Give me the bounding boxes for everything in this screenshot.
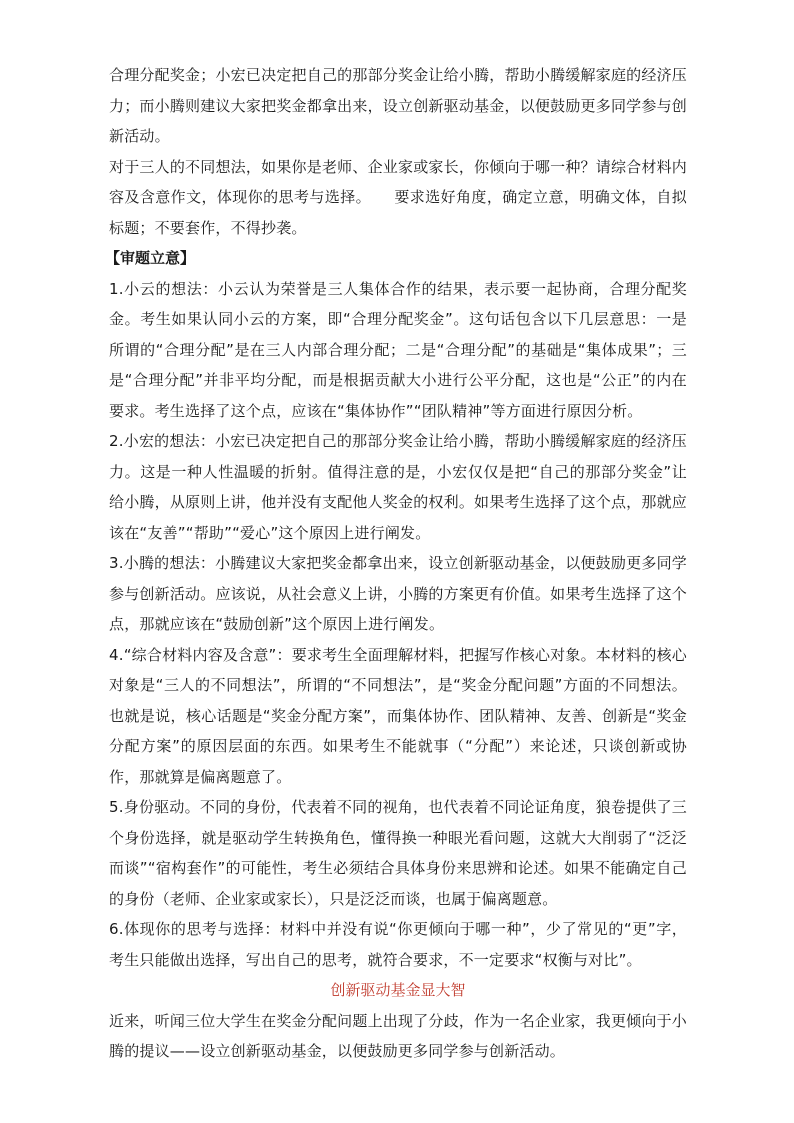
intro-paragraph-1: 合理分配奖金；小宏已决定把自己的那部分奖金让给小腾，帮助小腾缓解家庭的经济压力；而小腾则建议大家把奖金都拿出来，设立创新驱动基金，以便鼓励更多同学参与创新活动。 xyxy=(109,66,687,145)
essay-title: 创新驱动基金显大智 xyxy=(330,981,466,999)
analysis-item-4: 4.“综合材料内容及含意”：要求考生全面理解材料，把握写作核心对象。本材料的核心对象是“三人的不同想法”，所谓的“不同想法”，是“奖金分配问题”方面的不同想法。也就是说，核心话题是“奖金分配方案”，而集体协作、团队精神、友善、创新是“奖金分配方案”的原因层面的东西。如果考生不能就事（“分配”）来论述，只谈创新或协作，那就算是偏离题意了。 xyxy=(109,645,687,786)
analysis-item-5: 5.身份驱动。不同的身份，代表着不同的视角，也代表着不同论证角度，狼卷提供了三个身份选择，就是驱动学生转换角色，懂得换一种眼光看问题，这就大大削弱了“泛泛而谈”“宿构套作”的可能性，考生必须结合具体身份来思辨和论述。如果不能确定自己的身份（老师、企业家或家长），只是泛泛而谈，也属于偏离题意。 xyxy=(109,798,687,908)
essay-paragraph-1: 近来，听闻三位大学生在奖金分配问题上出现了分歧，作为一名企业家，我更倾向于小腾的提议——设立创新驱动基金，以便鼓励更多同学参与创新活动。 xyxy=(109,1011,687,1060)
analysis-item-1: 1.小云的想法：小云认为荣誉是三人集体合作的结果，表示要一起协商，合理分配奖金。考生如果认同小云的方案，即“合理分配奖金”。这句话包含以下几层意思：一是所谓的“合理分配”是在三人内部合理分配；二是“合理分配”的基础是“集体成果”；三是“合理分配”并非平均分配，而是根据贡献大小进行公平分配，这也是“公正”的内在要求。考生选择了这个点，应该在“集体协作”“团队精神”等方面进行原因分析。 xyxy=(109,279,687,420)
analysis-item-2: 2.小宏的想法：小宏已决定把自己的那部分奖金让给小腾，帮助小腾缓解家庭的经济压力。这是一种人性温暖的折射。值得注意的是，小宏仅仅是把“自己的那部分奖金”让给小腾，从原则上讲，他并没有支配他人奖金的权利。如果考生选择了这个点，那就应该在“友善”“帮助”“爱心”这个原因上进行阐发。 xyxy=(109,432,687,542)
analysis-heading: 【审题立意】 xyxy=(105,249,196,267)
document-page xyxy=(105,60,687,1067)
intro-paragraph-2: 对于三人的不同想法，如果你是老师、企业家或家长，你倾向于哪一种？请综合材料内容及含意作文，体现你的思考与选择。 要求选好角度，确定立意，明确文体，自拟标题；不要套作，不得抄袭。 xyxy=(109,157,687,237)
analysis-item-3: 3.小腾的想法：小腾建议大家把奖金都拿出来，设立创新驱动基金，以便鼓励更多同学参与创新活动。应该说，从社会意义上讲，小腾的方案更有价值。如果考生选择了这个点，那就应该在“鼓励创新”这个原因上进行阐发。 xyxy=(109,554,687,633)
analysis-item-6: 6.体现你的思考与选择：材料中并没有说“你更倾向于哪一种”，少了常见的“更”字，考生只能做出选择，写出自己的思考，就符合要求，不一定要求“权衡与对比”。 xyxy=(109,920,687,969)
